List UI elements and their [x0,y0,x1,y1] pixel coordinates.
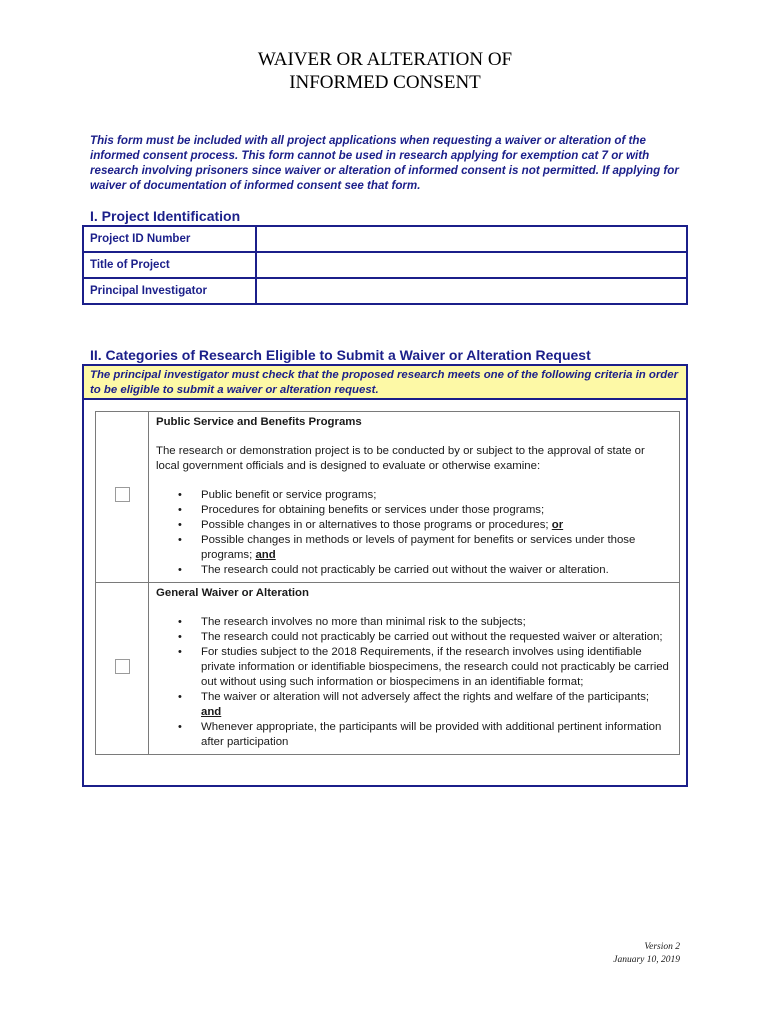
public-service-checkbox[interactable] [115,487,130,502]
table-row [96,412,680,583]
conjunction: or [551,519,564,531]
category-title: General Waiver or Alteration [156,587,309,599]
section-2-heading: II. Categories of Research Eligible to Submit a Waiver or Alteration Request [90,347,591,363]
list-item: • The research could not practicably be carried out without the requested waiver or alteration; [201,630,671,645]
form-title-line-2: INFORMED CONSENT [289,72,481,93]
conjunction: and [201,706,222,718]
intro-instructions: This form must be included with all project applications when requesting a waiver or alteration of the informed consent process. This form cannot be used in research applying for exemption cat 7 or with research involving prisoners since waiver or alteration of informed consent is not permitted. If applying for waiver of documentation of informed consent see that form. [90,134,679,192]
form-title [0,48,770,94]
conjunction: and [255,549,276,561]
version-label: Version 2 [644,942,680,952]
table-row [96,583,680,755]
version-date: January 10, 2019 [613,955,680,965]
list-item: • Possible changes in or alternatives to those programs or procedures; or [201,518,671,533]
project-id-label: Project ID Number [83,226,256,252]
table-row [83,226,687,252]
category-checkbox-cell [96,583,149,755]
project-id-cell [256,226,687,252]
category-general-waiver [149,583,680,755]
list-item: • The waiver or alteration will not adversely affect the rights and welfare of the participants; and [201,690,671,720]
categories-table [95,411,680,755]
project-title-cell [256,252,687,278]
principal-investigator-label: Principal Investigator [83,278,256,304]
category-title: Public Service and Benefits Programs [156,416,362,428]
criteria-list [156,615,671,750]
category-checkbox-cell [96,412,149,583]
section-1-heading: I. Project Identification [90,208,241,224]
project-title-label: Title of Project [83,252,256,278]
list-item: • The research involves no more than minimal risk to the subjects; [201,615,671,630]
principal-investigator-input[interactable] [263,284,684,298]
table-row [83,252,687,278]
list-item: • Possible changes in methods or levels of payment for benefits or services under those programs; and [201,533,671,563]
table-row [83,278,687,304]
category-intro: The research or demonstration project is to be conducted by or subject to the approval of state or local government officials and is designed to evaluate or otherwise examine: [156,445,645,472]
list-item: • Whenever appropriate, the participants will be provided with additional pertinent information after participation [201,720,671,750]
general-waiver-checkbox[interactable] [115,659,130,674]
category-public-service [149,412,680,583]
principal-investigator-cell [256,278,687,304]
list-item: • Public benefit or service programs; [201,488,671,503]
form-title-line-1: WAIVER OR ALTERATION OF [257,49,513,70]
investigator-note: The principal investigator must check that the proposed research meets one of the following criteria in order to be eligible to submit a waiver or alteration request. [82,364,688,400]
list-item: • The research could not practicably be carried out without the waiver or alteration. [201,563,671,578]
project-title-input[interactable] [263,258,684,272]
version-footer [560,941,680,967]
project-id-input[interactable] [263,232,684,246]
criteria-list [156,488,671,578]
project-identification-table [82,225,688,305]
list-item: • For studies subject to the 2018 Requirements, if the research involves using identifiable private information or identifiable biospecimens, the research could not practicably be carried out without using such information or biospecimens in an identifiable format; [201,645,671,690]
list-item: • Procedures for obtaining benefits or services under those programs; [201,503,671,518]
